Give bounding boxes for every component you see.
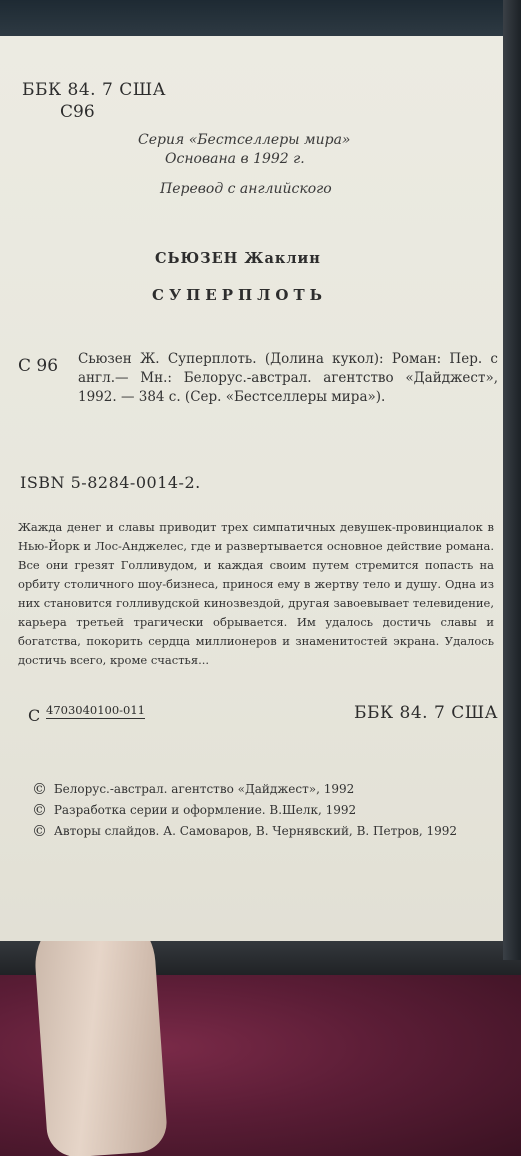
footer-bbk: ББК 84. 7 США xyxy=(354,703,498,723)
copyright-line xyxy=(32,780,354,798)
copyright-icon: © xyxy=(32,801,47,819)
copyright-text: Разработка серии и оформление. В.Шелк, 1992 xyxy=(53,803,357,817)
bibliography-code: С 96 xyxy=(18,356,59,376)
book-title: СУПЕРПЛОТЬ xyxy=(152,286,328,304)
book-page xyxy=(0,36,505,941)
book-right-edge xyxy=(503,0,521,960)
copyright-line xyxy=(32,822,457,840)
copyright-icon: © xyxy=(32,822,47,840)
copyright-line xyxy=(32,801,356,819)
series-founded: Основана в 1992 г. xyxy=(165,151,305,167)
copyright-icon: © xyxy=(32,780,47,798)
copyright-text: Белорус.-австрал. агентство «Дайджест», 1992 xyxy=(53,782,355,796)
isbn-number: ISBN 5-8284-0014-2. xyxy=(20,473,201,492)
author-code: С96 xyxy=(60,102,95,122)
book-cover-top-edge xyxy=(0,0,521,40)
footer-code-number: 4703040100-011 xyxy=(46,703,146,717)
bibliographic-record: Сьюзен Ж. Суперплоть. (Долина кукол): Роман: Пер. с англ.— Мн.: Белорус.-австрал. агентство «Дайджест», 1992. — 384 с. (Сер. «Бестселлеры мира»). xyxy=(78,351,498,405)
footer-code-letter: С xyxy=(28,706,41,725)
book-annotation: Жажда денег и славы приводит трех симпатичных девушек-провинциалок в Нью-Йорк и Лос-Анджелес, где и развертывается основное действие романа. Все они грезят Голливудом, и каждая своим путем стремится попасть на орбиту столичного шоу-бизнеса, принося ему в жертву тело и душу. Одна из них становится голливудской кинозвездой, другая завоевывает телевидение, карьера третьей трагически обрывается. Им удалось достичь славы и богатства, покорить сердца миллионеров и знаменитостей экрана. Удалось достичь всего, кроме счастья... xyxy=(18,520,494,667)
translation-note: Перевод с английского xyxy=(160,181,332,197)
series-title: Серия «Бестселлеры мира» xyxy=(138,132,351,148)
book-author: СЬЮЗЕН Жаклин xyxy=(155,250,321,267)
bbk-classification: ББК 84. 7 США xyxy=(22,80,166,100)
copyright-text: Авторы слайдов. А. Самоваров, В. Чернявский, В. Петров, 1992 xyxy=(53,824,458,838)
